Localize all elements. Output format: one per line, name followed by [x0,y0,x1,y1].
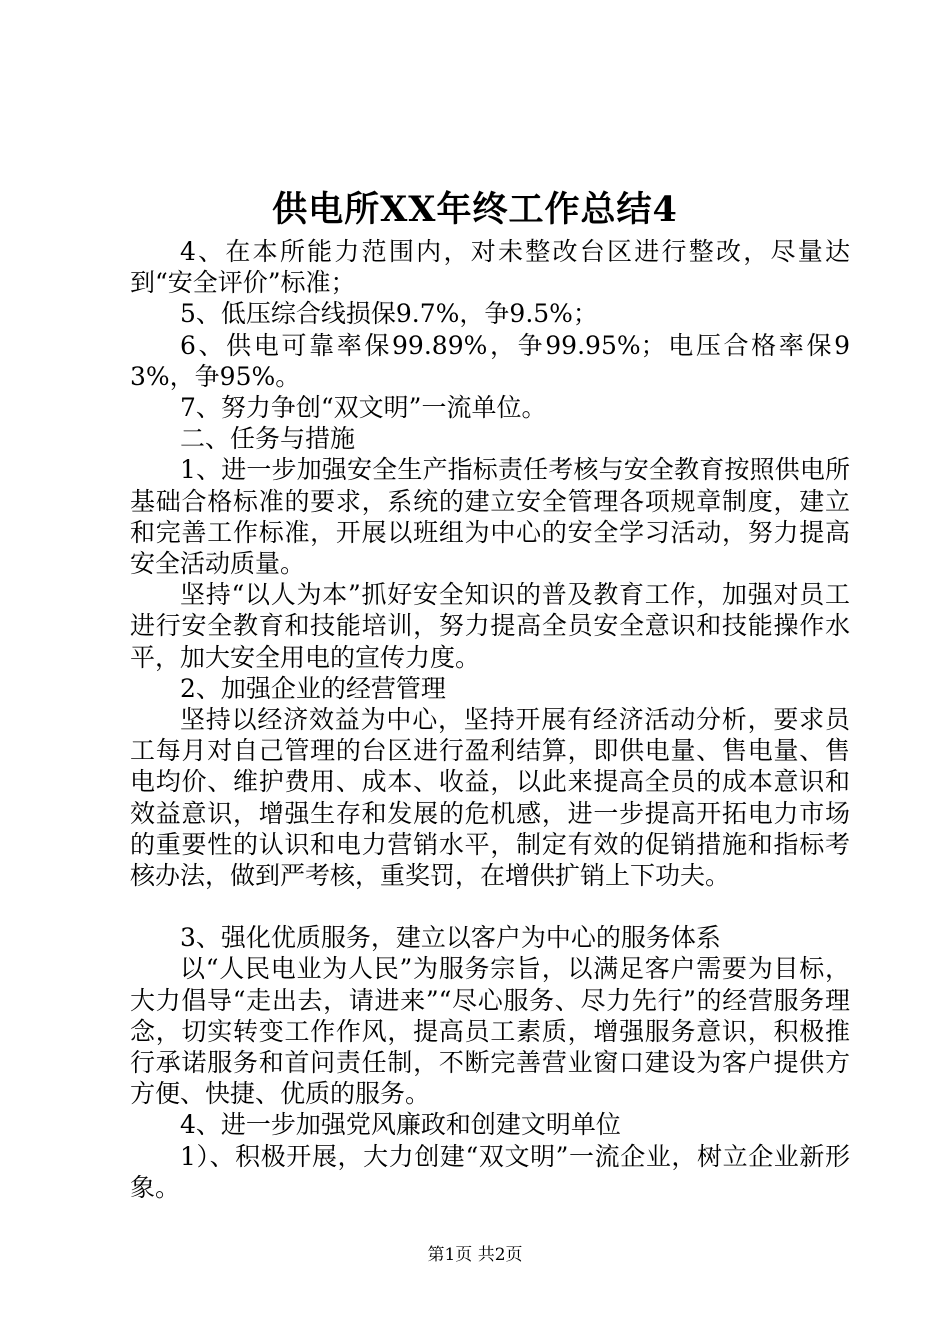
document-body [130,236,850,1203]
paragraph-task-3-detail: 以“人民电业为人民”为服务宗旨，以满足客户需要为目标，大力倡导“走出去，请进来”“尽心服务、尽力先行”的经营服务理念，切实转变工作作风，提高员工素质，增强服务意识，积极推行承诺服务和首问责任制，不断完善营业窗口建设为客户提供方方便、快捷、优质的服务。 [130,954,850,1109]
paragraph-task-2-heading: 2、加强企业的经营管理 [180,673,446,703]
paragraph-task-3-heading: 3、强化优质服务，建立以客户为中心的服务体系 [180,923,721,953]
paragraph-task-1: 1、进一步加强安全生产指标责任考核与安全教育按照供电所基础合格标准的要求，系统的建立安全管理各项规章制度，建立和完善工作标准，开展以班组为中心的安全学习活动，努力提高安全活动质量。 [130,455,850,579]
document-title: 供电所XX年终工作总结4 [272,189,678,230]
page-footer: 第1页 共2页 [427,1245,523,1265]
paragraph-goal-7: 7、努力争创“双文明”一流单位。 [180,393,547,423]
paragraph-goal-6: 6、供电可靠率保99.89%，争99.95%；电压合格率保93%，争95%。 [130,330,850,391]
paragraph-task-4-heading: 4、进一步加强党风廉政和创建文明单位 [180,1110,621,1140]
paragraph-task-2-detail: 坚持以经济效益为中心，坚持开展有经济活动分析，要求员工每月对自己管理的台区进行盈利结算，即供电量、售电量、售电均价、维护费用、成本、收益，以此来提高全员的成本意识和效益意识，增强生存和发展的危机感，进一步提高开拓电力市场的重要性的认识和电力营销水平，制定有效的促销措施和指标考核办法，做到严考核，重奖罚，在增供扩销上下功夫。 [130,705,850,891]
paragraph-task-4-item-1: 1）、积极开展，大力创建“双文明”一流企业，树立企业新形象。 [130,1141,850,1202]
section-heading-tasks: 二、任务与措施 [180,424,356,454]
paragraph-goal-5: 5、低压综合线损保9.7%，争9.5%； [180,299,598,329]
paragraph-goal-4: 4、在本所能力范围内，对未整改台区进行整改，尽量达到“安全评价”标准； [130,237,850,298]
paragraph-task-1-detail: 坚持“以人为本”抓好安全知识的普及教育工作，加强对员工进行安全教育和技能培训，努力提高全员安全意识和技能操作水平，加大安全用电的宣传力度。 [130,580,850,672]
